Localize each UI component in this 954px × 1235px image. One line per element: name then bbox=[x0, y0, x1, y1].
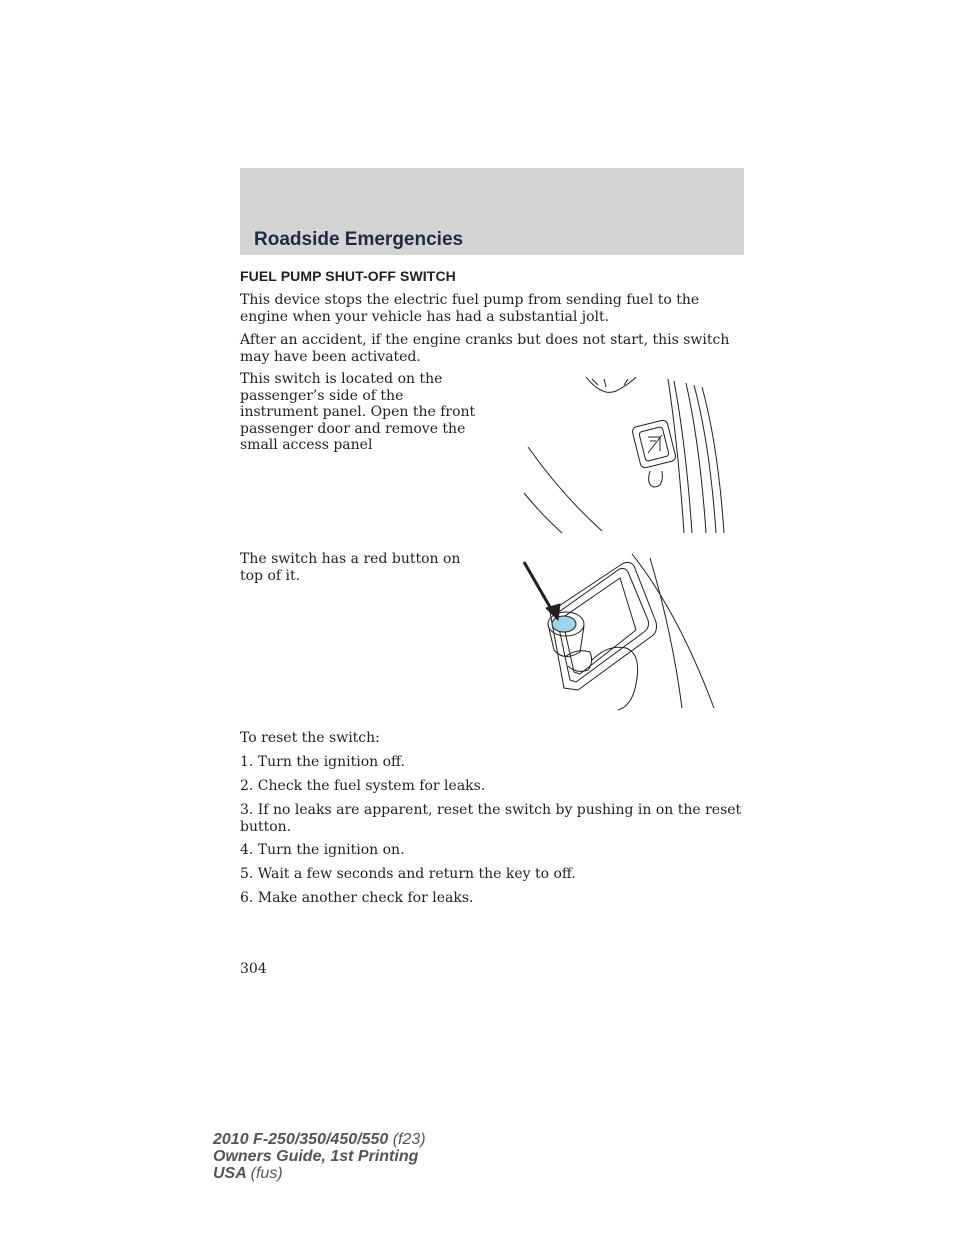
footer-market-code: (fus) bbox=[250, 1165, 283, 1182]
paragraph-accident: After an accident, if the engine cranks but does not start, this switch may have been activated. bbox=[240, 332, 730, 365]
paragraph-red-button: The switch has a red button on top of it. bbox=[240, 551, 461, 584]
section-header-band bbox=[240, 168, 744, 255]
page-number: 304 bbox=[240, 961, 267, 977]
subsection-heading: FUEL PUMP SHUT-OFF SWITCH bbox=[240, 268, 456, 284]
footer-line-3 bbox=[213, 1165, 426, 1182]
reset-button-highlight bbox=[552, 616, 576, 632]
reset-step-6: 6. Make another check for leaks. bbox=[240, 890, 474, 906]
paragraph-location: This switch is located on the passenger’s side of the instrument panel. Open the front passenger door and remove the small access panel bbox=[240, 371, 476, 453]
access-panel-illustration bbox=[520, 375, 740, 537]
footer-line-2: Owners Guide, 1st Printing bbox=[213, 1148, 419, 1165]
reset-intro: To reset the switch: bbox=[240, 730, 380, 746]
section-title: Roadside Emergencies bbox=[254, 229, 464, 250]
document-footer bbox=[213, 1131, 426, 1182]
paragraph-intro: This device stops the electric fuel pump from sending fuel to the engine when your vehicle has had a substantial jolt. bbox=[240, 292, 700, 325]
reset-step-1: 1. Turn the ignition off. bbox=[240, 754, 405, 770]
footer-model-code: (f23) bbox=[392, 1131, 426, 1148]
reset-step-2: 2. Check the fuel system for leaks. bbox=[240, 778, 486, 794]
reset-step-5: 5. Wait a few seconds and return the key to off. bbox=[240, 866, 576, 882]
footer-model: 2010 F-250/350/450/550 bbox=[213, 1131, 389, 1148]
footer-line-1 bbox=[213, 1131, 426, 1148]
reset-step-3: 3. If no leaks are apparent, reset the switch by pushing in on the reset button. bbox=[240, 802, 742, 835]
reset-step-4: 4. Turn the ignition on. bbox=[240, 842, 405, 858]
footer-market: USA bbox=[213, 1165, 247, 1182]
fuel-switch-illustration bbox=[518, 552, 718, 712]
